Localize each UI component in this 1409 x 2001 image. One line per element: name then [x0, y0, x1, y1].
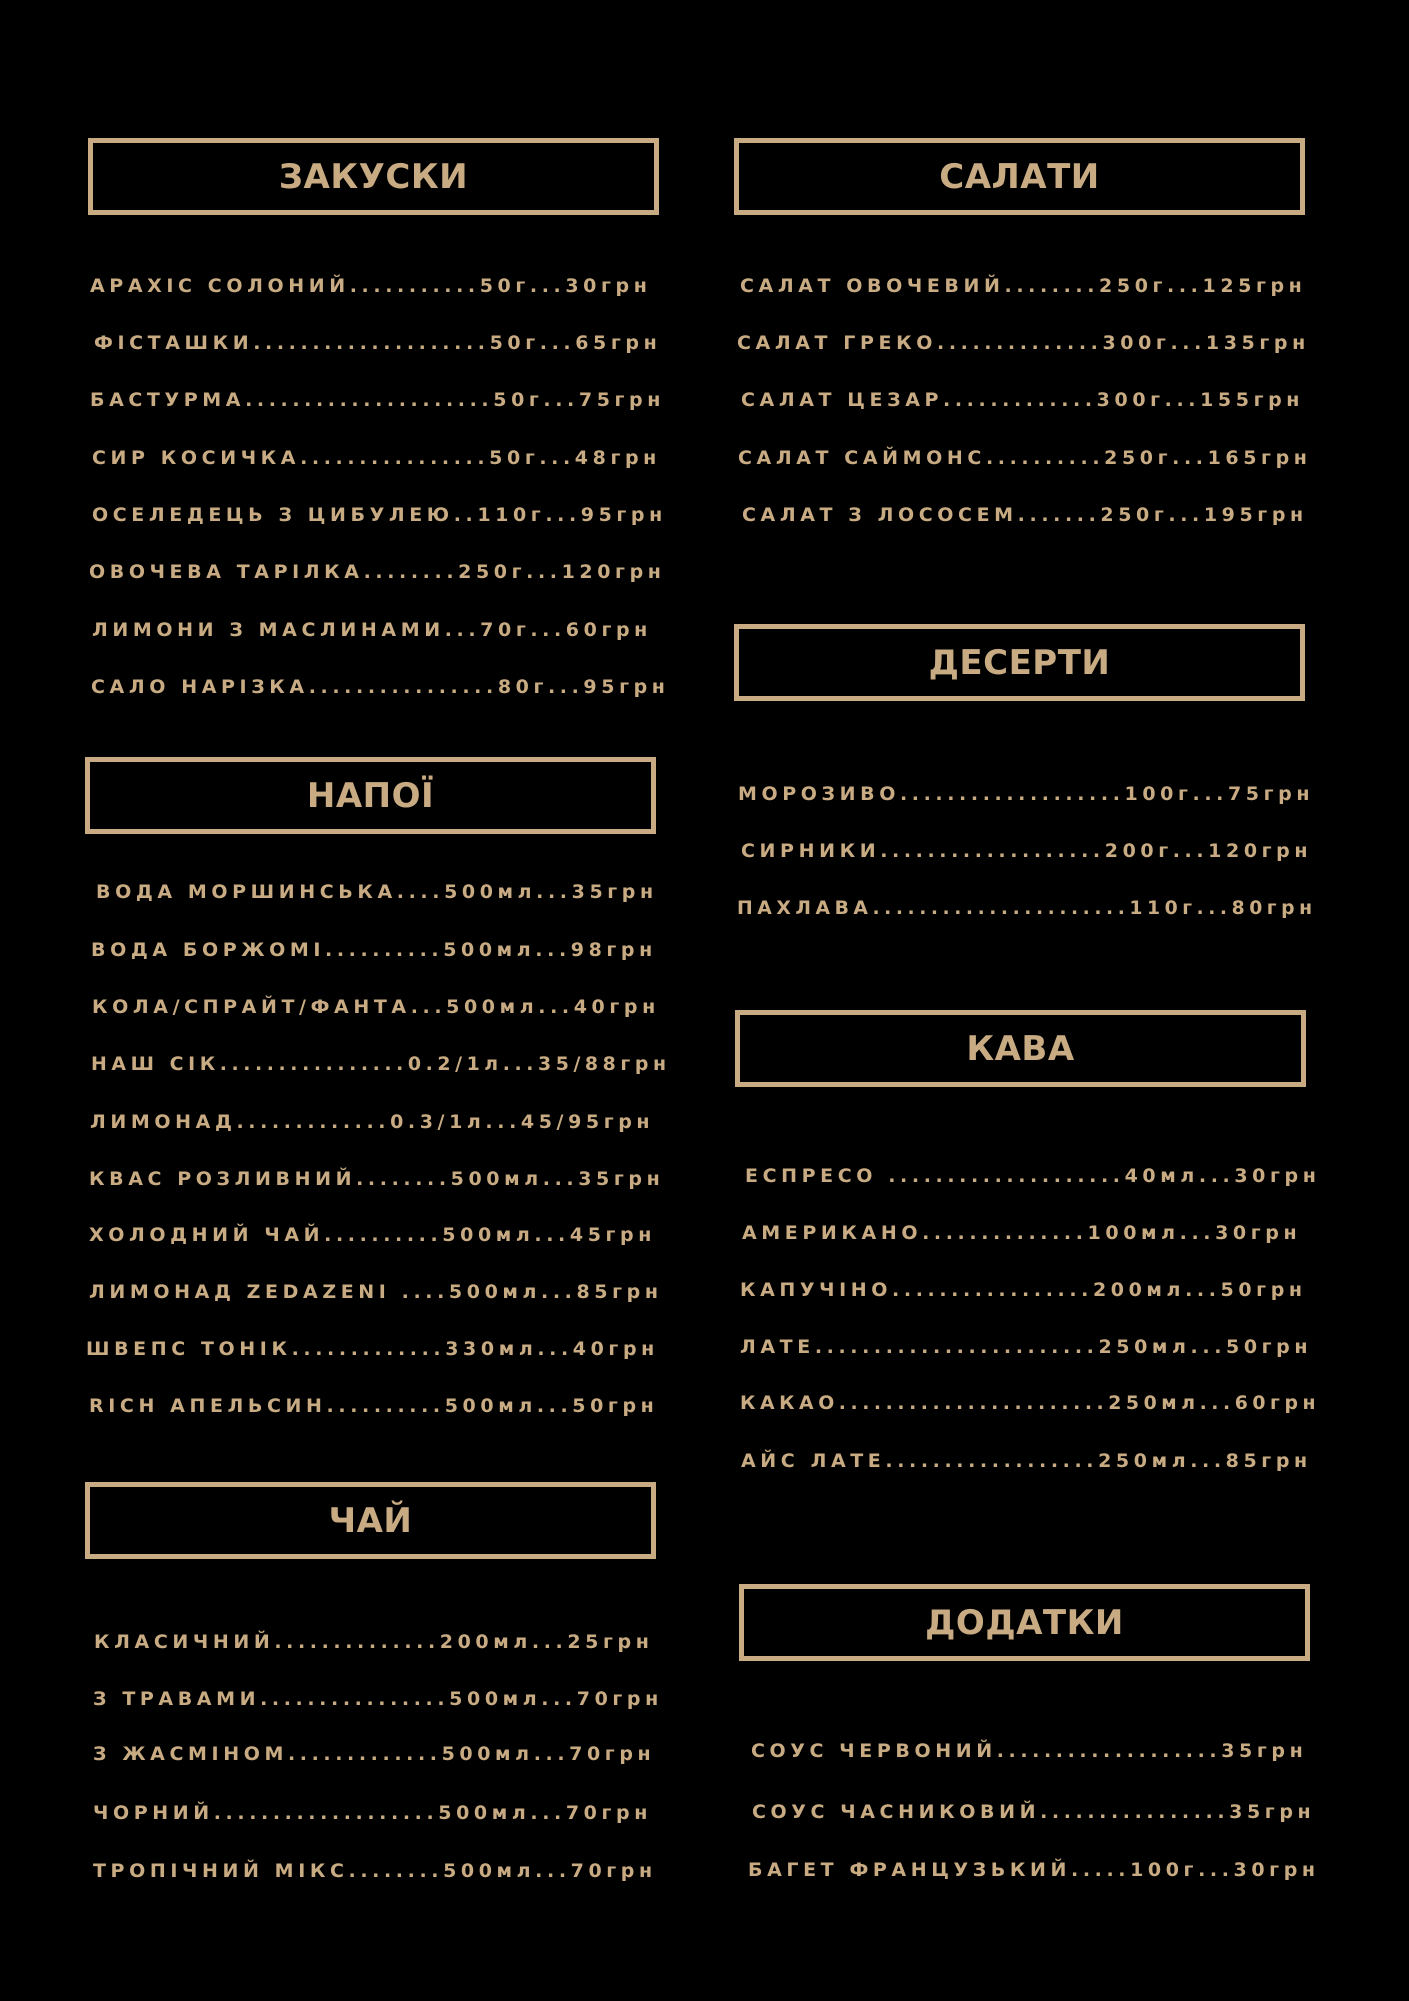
menu-item: СОУС ЧАСНИКОВИЙ................35грн: [752, 1801, 1316, 1823]
heading-zakusky-text: ЗАКУСКИ: [278, 156, 469, 197]
menu-item: САЛАТ ЦЕЗАР.............300г...155грн: [741, 389, 1305, 411]
menu-item: КОЛА/СПРАЙТ/ФАНТА...500мл...40грн: [92, 996, 660, 1018]
menu-item: ШВЕПС ТОНІК.............330мл...40грн: [86, 1338, 659, 1360]
menu-item: ОСЕЛЕДЕЦЬ З ЦИБУЛЕЮ..110г...95грн: [92, 504, 667, 526]
heading-salaty: [734, 138, 1305, 215]
menu-item: САЛАТ САЙМОНС..........250г...165грн: [738, 447, 1312, 469]
heading-zakusky: [88, 138, 659, 215]
heading-salaty-text: САЛАТИ: [939, 156, 1100, 197]
menu-item: КАПУЧІНО.................200мл...50грн: [740, 1279, 1307, 1301]
menu-item: БАСТУРМА.....................50г...75грн: [90, 389, 665, 411]
menu-item: З ТРАВАМИ................500мл...70грн: [93, 1688, 663, 1710]
menu-item: АРАХІС СОЛОНИЙ...........50г...30грн: [90, 275, 652, 297]
menu-item: ЛАТЕ........................250мл...50грн: [740, 1336, 1313, 1358]
menu-item: ЧОРНИЙ...................500мл...70грн: [93, 1802, 652, 1824]
menu-item: СОУС ЧЕРВОНИЙ...................35грн: [751, 1740, 1308, 1762]
heading-kava: [735, 1010, 1306, 1087]
menu-item: ПАХЛАВА......................110г...80грн: [737, 897, 1317, 919]
heading-deserty-text: ДЕСЕРТИ: [928, 642, 1111, 683]
menu-item: ОВОЧЕВА ТАРІЛКА........250г...120грн: [89, 561, 666, 583]
menu-item: БАГЕТ ФРАНЦУЗЬКИЙ.....100г...30грн: [748, 1859, 1320, 1881]
menu-item: ТРОПІЧНИЙ МІКС........500мл...70грн: [93, 1860, 657, 1882]
menu-item: ВОДА МОРШИНСЬКА....500мл...35грн: [96, 881, 658, 903]
menu-item: КАКАО.......................250мл...60грн: [740, 1392, 1321, 1414]
menu-item: АМЕРИКАНО..............100мл...30грн: [742, 1222, 1302, 1244]
menu-item: ЛИМОНИ З МАСЛИНАМИ...70г...60грн: [92, 619, 652, 641]
menu-item: ВОДА БОРЖОМІ..........500мл...98грн: [91, 939, 657, 961]
heading-dodatky-text: ДОДАТКИ: [925, 1602, 1124, 1643]
heading-chai-text: ЧАЙ: [328, 1500, 413, 1541]
menu-item: КЛАСИЧНИЙ..............200мл...25грн: [94, 1631, 654, 1653]
menu-item: RICH АПЕЛЬСИН..........500мл...50грн: [89, 1395, 659, 1417]
menu-item: АЙС ЛАТЕ..................250мл...85грн: [741, 1450, 1312, 1472]
menu-item: САЛАТ ОВОЧЕВИЙ........250г...125грн: [740, 275, 1307, 297]
heading-dodatky: [739, 1584, 1310, 1661]
menu-item: МОРОЗИВО...................100г...75грн: [738, 783, 1315, 805]
heading-kava-text: КАВА: [966, 1028, 1075, 1069]
menu-item: САЛО НАРІЗКА................80г...95грн: [91, 676, 670, 698]
menu-item: ЛИМОНАД.............0.3/1л...45/95грн: [90, 1111, 655, 1133]
menu-item: СИР КОСИЧКА................50г...48грн: [92, 447, 661, 469]
heading-napoi: [85, 757, 656, 834]
menu-item: З ЖАСМІНОМ.............500мл...70грн: [93, 1743, 656, 1765]
heading-napoi-text: НАПОЇ: [306, 775, 435, 816]
menu-item: ЕСПРЕСО ....................40мл...30грн: [745, 1165, 1321, 1187]
menu-item: СИРНИКИ...................200г...120грн: [741, 840, 1313, 862]
menu-item: ХОЛОДНИЙ ЧАЙ..........500мл...45грн: [89, 1224, 656, 1246]
heading-deserty: [734, 624, 1305, 701]
heading-chai: [85, 1482, 656, 1559]
menu-item: САЛАТ ГРЕКО..............300г...135грн: [737, 332, 1310, 354]
menu-item: САЛАТ З ЛОСОСЕМ.......250г...195грн: [742, 504, 1308, 526]
menu-item: КВАС РОЗЛИВНИЙ........500мл...35грн: [89, 1168, 665, 1190]
menu-item: НАШ СІК................0.2/1л...35/88грн: [91, 1053, 671, 1075]
menu-item: ЛИМОНАД ZEDAZENI ....500мл...85грн: [89, 1281, 663, 1303]
menu-item: ФІСТАШКИ....................50г...65грн: [94, 332, 662, 354]
